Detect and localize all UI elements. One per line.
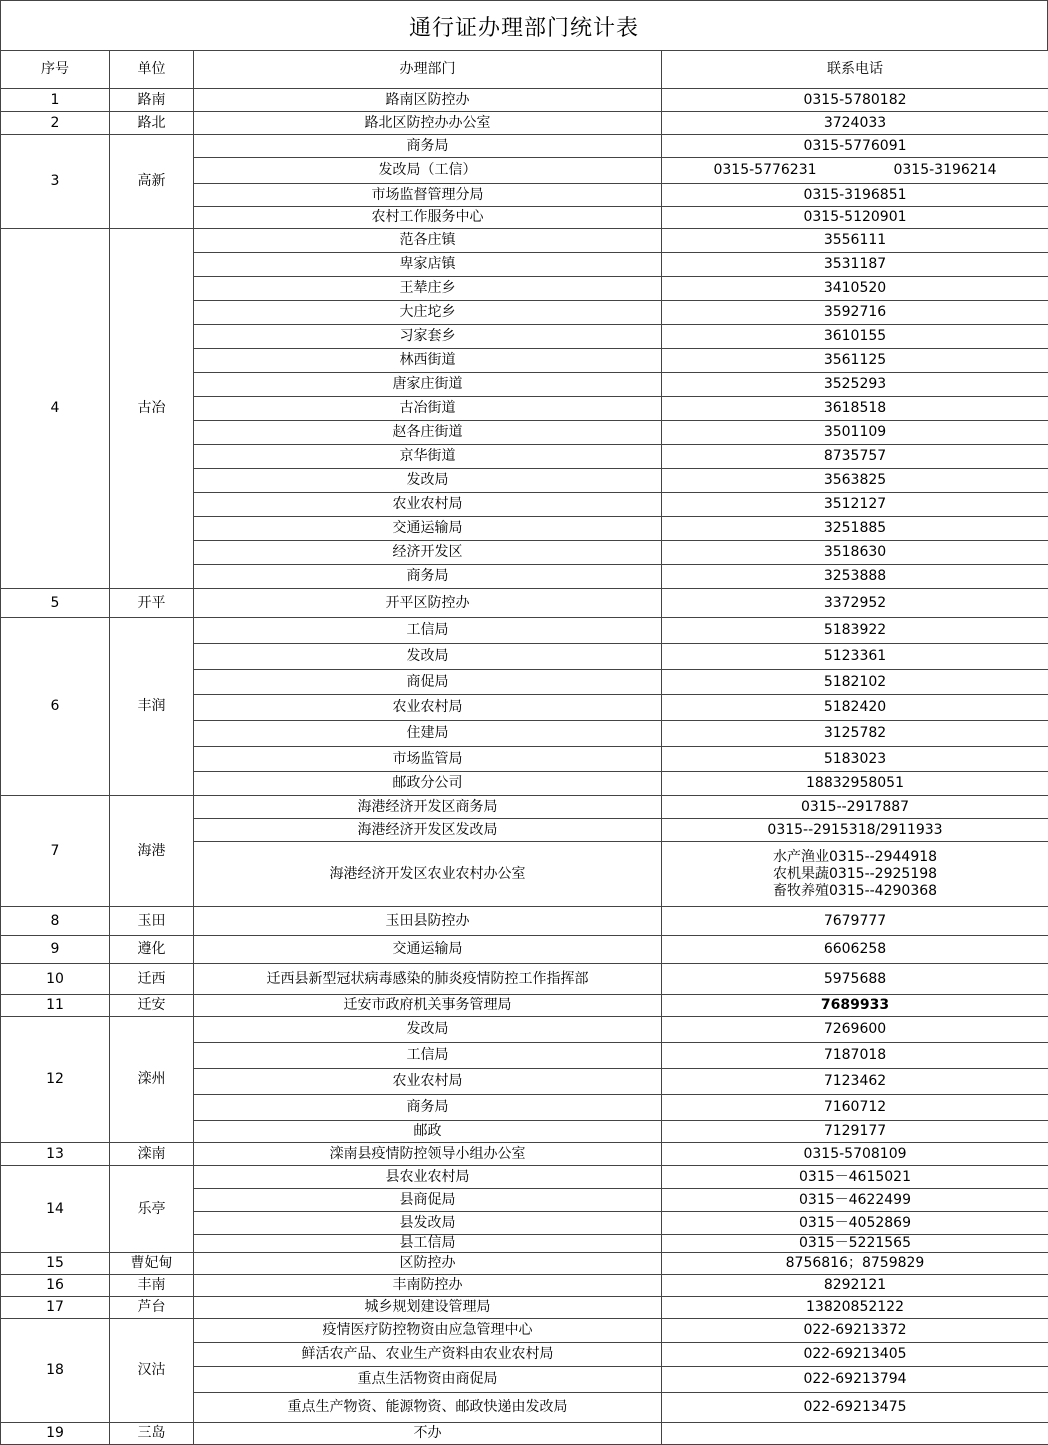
phone-primary: 0315-5776231: [675, 162, 855, 179]
phone-cell: 3724033: [662, 112, 1048, 135]
phone-cell: 3410520: [662, 277, 1048, 301]
dept-cell: 县商促局: [194, 1189, 662, 1212]
phone-cell: 7689933: [662, 995, 1048, 1017]
dept-cell: 市场监督管理分局: [194, 184, 662, 207]
phone-cell: 022-69213405: [662, 1343, 1048, 1367]
header-row: [1, 51, 1048, 89]
unit-cell: 滦南: [110, 1143, 194, 1166]
unit-cell: 曹妃甸: [110, 1253, 194, 1275]
unit-cell: 丰润: [110, 618, 194, 796]
unit-cell: 滦州: [110, 1017, 194, 1143]
page-title: 通行证办理部门统计表: [0, 0, 1048, 51]
phone-cell: 8292121: [662, 1275, 1048, 1297]
seq-cell: 9: [1, 936, 110, 964]
dept-cell: 习家套乡: [194, 325, 662, 349]
seq-cell: 14: [1, 1166, 110, 1253]
dept-cell: 京华街道: [194, 445, 662, 469]
dept-cell: 林西街道: [194, 349, 662, 373]
table-row: [1, 229, 1048, 253]
unit-cell: 开平: [110, 589, 194, 618]
table-row: [1, 618, 1048, 644]
dept-cell: 商促局: [194, 670, 662, 695]
phone-cell: 3610155: [662, 325, 1048, 349]
phone-cell: 0315--2917887: [662, 796, 1048, 819]
table-row: [1, 135, 1048, 158]
dept-cell: 开平区防控办: [194, 589, 662, 618]
phone-cell: 7129177: [662, 1121, 1048, 1143]
header-seq: 序号: [1, 51, 110, 89]
unit-cell: 三岛: [110, 1423, 194, 1445]
seq-cell: 4: [1, 229, 110, 589]
phone-cell: 13820852122: [662, 1297, 1048, 1319]
phone-cell: 3253888: [662, 565, 1048, 589]
seq-cell: 3: [1, 135, 110, 229]
phone-cell: 3618518: [662, 397, 1048, 421]
phone-cell: 0315-3196851: [662, 184, 1048, 207]
dept-cell: 卑家店镇: [194, 253, 662, 277]
dept-cell: 大庄坨乡: [194, 301, 662, 325]
dept-cell: 滦南县疫情防控领导小组办公室: [194, 1143, 662, 1166]
dept-cell: 市场监管局: [194, 747, 662, 772]
phone-cell: 022-69213794: [662, 1367, 1048, 1393]
unit-cell: 玉田: [110, 907, 194, 936]
dept-cell: 发改局（工信）: [194, 158, 662, 184]
phone-cell: 5183922: [662, 618, 1048, 644]
dept-cell: 城乡规划建设管理局: [194, 1297, 662, 1319]
seq-cell: 17: [1, 1297, 110, 1319]
table-row: [1, 1143, 1048, 1166]
table-row: [1, 796, 1048, 819]
phone-cell: 022-69213475: [662, 1393, 1048, 1423]
table-row: [1, 1253, 1048, 1275]
dept-cell: 商务局: [194, 135, 662, 158]
table-row: [1, 1319, 1048, 1343]
seq-cell: 1: [1, 89, 110, 112]
dept-cell: 迁安市政府机关事务管理局: [194, 995, 662, 1017]
phone-cell: 5975688: [662, 964, 1048, 995]
phone-cell: 5123361: [662, 644, 1048, 670]
unit-cell: 海港: [110, 796, 194, 907]
dept-cell: 古冶街道: [194, 397, 662, 421]
unit-cell: 路北: [110, 112, 194, 135]
phone-cell: 7123462: [662, 1069, 1048, 1095]
seq-cell: 2: [1, 112, 110, 135]
dept-cell: 农村工作服务中心: [194, 207, 662, 229]
phone-cell: 3563825: [662, 469, 1048, 493]
table-row: [1, 964, 1048, 995]
phone-cell: 5183023: [662, 747, 1048, 772]
phone-cell: 3556111: [662, 229, 1048, 253]
table-row: [1, 1166, 1048, 1189]
phone-cell: 6606258: [662, 936, 1048, 964]
phone-cell: 3525293: [662, 373, 1048, 397]
seq-cell: 18: [1, 1319, 110, 1423]
phone-cell: 7269600: [662, 1017, 1048, 1043]
dept-cell: 发改局: [194, 644, 662, 670]
phone-cell: 3251885: [662, 517, 1048, 541]
dept-cell: 区防控办: [194, 1253, 662, 1275]
phone-cell: 3125782: [662, 721, 1048, 747]
dept-cell: 县发改局: [194, 1212, 662, 1235]
seq-cell: 13: [1, 1143, 110, 1166]
table-row: [1, 89, 1048, 112]
phone-cell: [662, 842, 1048, 907]
phone-cell: 7187018: [662, 1043, 1048, 1069]
phone-cell: 3561125: [662, 349, 1048, 373]
phone-cell: 022-69213372: [662, 1319, 1048, 1343]
unit-cell: 迁西: [110, 964, 194, 995]
dept-cell: 工信局: [194, 618, 662, 644]
dept-cell: 住建局: [194, 721, 662, 747]
phone-cell: 0315-5708109: [662, 1143, 1048, 1166]
dept-cell: 农业农村局: [194, 493, 662, 517]
dept-cell: 玉田县防控办: [194, 907, 662, 936]
seq-cell: 16: [1, 1275, 110, 1297]
dept-cell: 商务局: [194, 1095, 662, 1121]
phone-cell: 18832958051: [662, 772, 1048, 796]
table-row: [1, 995, 1048, 1017]
dept-cell: 邮政: [194, 1121, 662, 1143]
dept-cell: 重点生活物资由商促局: [194, 1367, 662, 1393]
phone-line: 农机果蔬0315--2925198: [773, 866, 937, 883]
phone-cell: [662, 158, 1048, 184]
dept-cell: 疫情医疗防控物资由应急管理中心: [194, 1319, 662, 1343]
dept-cell: 发改局: [194, 1017, 662, 1043]
seq-cell: 11: [1, 995, 110, 1017]
phone-cell: 0315-5776091: [662, 135, 1048, 158]
phone-cell: 5182102: [662, 670, 1048, 695]
dept-cell: 赵各庄街道: [194, 421, 662, 445]
table-row: [1, 112, 1048, 135]
table-row: [1, 1017, 1048, 1043]
phone-cell: 0315-5780182: [662, 89, 1048, 112]
unit-cell: 迁安: [110, 995, 194, 1017]
seq-cell: 5: [1, 589, 110, 618]
header-phone: 联系电话: [662, 51, 1048, 89]
phone-cell: 7679777: [662, 907, 1048, 936]
unit-cell: 乐亭: [110, 1166, 194, 1253]
dept-cell: 交通运输局: [194, 936, 662, 964]
dept-cell: 范各庄镇: [194, 229, 662, 253]
dept-cell: 经济开发区: [194, 541, 662, 565]
phone-cell: 5182420: [662, 695, 1048, 721]
phone-cell: 3512127: [662, 493, 1048, 517]
dept-cell: 路北区防控办办公室: [194, 112, 662, 135]
dept-cell: 鲜活农产品、农业生产资料由农业农村局: [194, 1343, 662, 1367]
dept-cell: 王辇庄乡: [194, 277, 662, 301]
dept-cell: 发改局: [194, 469, 662, 493]
phone-cell: 7160712: [662, 1095, 1048, 1121]
phone-secondary: 0315-3196214: [855, 162, 1035, 179]
table-row: [1, 907, 1048, 936]
phone-cell: 0315－4052869: [662, 1212, 1048, 1235]
phone-cell: 0315－4622499: [662, 1189, 1048, 1212]
phone-cell: 0315--2915318/2911933: [662, 819, 1048, 842]
seq-cell: 10: [1, 964, 110, 995]
table-row: [1, 1297, 1048, 1319]
dept-cell: 重点生产物资、能源物资、邮政快递由发改局: [194, 1393, 662, 1423]
seq-cell: 8: [1, 907, 110, 936]
table-row: [1, 589, 1048, 618]
unit-cell: 丰南: [110, 1275, 194, 1297]
phone-cell: 8735757: [662, 445, 1048, 469]
dept-cell: 海港经济开发区商务局: [194, 796, 662, 819]
phone-cell: 8756816；8759829: [662, 1253, 1048, 1275]
table-row: [1, 1275, 1048, 1297]
dept-cell: 工信局: [194, 1043, 662, 1069]
phone-cell: 3592716: [662, 301, 1048, 325]
dept-cell: 县工信局: [194, 1235, 662, 1253]
contacts-table: [0, 50, 1048, 1445]
dept-cell: 县农业农村局: [194, 1166, 662, 1189]
dept-cell: 商务局: [194, 565, 662, 589]
phone-line: 畜牧养殖0315--4290368: [773, 883, 937, 900]
phone-cell: 3531187: [662, 253, 1048, 277]
dept-cell: 迁西县新型冠状病毒感染的肺炎疫情防控工作指挥部: [194, 964, 662, 995]
phone-cell: 0315－5221565: [662, 1235, 1048, 1253]
seq-cell: 19: [1, 1423, 110, 1445]
dept-cell: 海港经济开发区农业农村办公室: [194, 842, 662, 907]
unit-cell: 芦台: [110, 1297, 194, 1319]
dept-cell: 路南区防控办: [194, 89, 662, 112]
phone-line: 水产渔业0315--2944918: [773, 849, 937, 866]
seq-cell: 12: [1, 1017, 110, 1143]
unit-cell: 遵化: [110, 936, 194, 964]
dept-cell: 唐家庄街道: [194, 373, 662, 397]
table-body: [1, 89, 1048, 1445]
seq-cell: 7: [1, 796, 110, 907]
dept-cell: 海港经济开发区发改局: [194, 819, 662, 842]
unit-cell: 汉沽: [110, 1319, 194, 1423]
dept-cell: 邮政分公司: [194, 772, 662, 796]
unit-cell: 古冶: [110, 229, 194, 589]
unit-cell: 高新: [110, 135, 194, 229]
phone-cell: 0315-5120901: [662, 207, 1048, 229]
table-row: [1, 936, 1048, 964]
dept-cell: 丰南防控办: [194, 1275, 662, 1297]
phone-cell: 3501109: [662, 421, 1048, 445]
seq-cell: 6: [1, 618, 110, 796]
table-row: [1, 1423, 1048, 1445]
dept-cell: 农业农村局: [194, 1069, 662, 1095]
phone-cell: 0315－4615021: [662, 1166, 1048, 1189]
phone-cell: [662, 1423, 1048, 1445]
dept-cell: 不办: [194, 1423, 662, 1445]
unit-cell: 路南: [110, 89, 194, 112]
dept-cell: 交通运输局: [194, 517, 662, 541]
seq-cell: 15: [1, 1253, 110, 1275]
phone-cell: 3518630: [662, 541, 1048, 565]
header-dept: 办理部门: [194, 51, 662, 89]
phone-list: [662, 849, 1048, 900]
phone-cell: 3372952: [662, 589, 1048, 618]
dept-cell: 农业农村局: [194, 695, 662, 721]
header-unit: 单位: [110, 51, 194, 89]
